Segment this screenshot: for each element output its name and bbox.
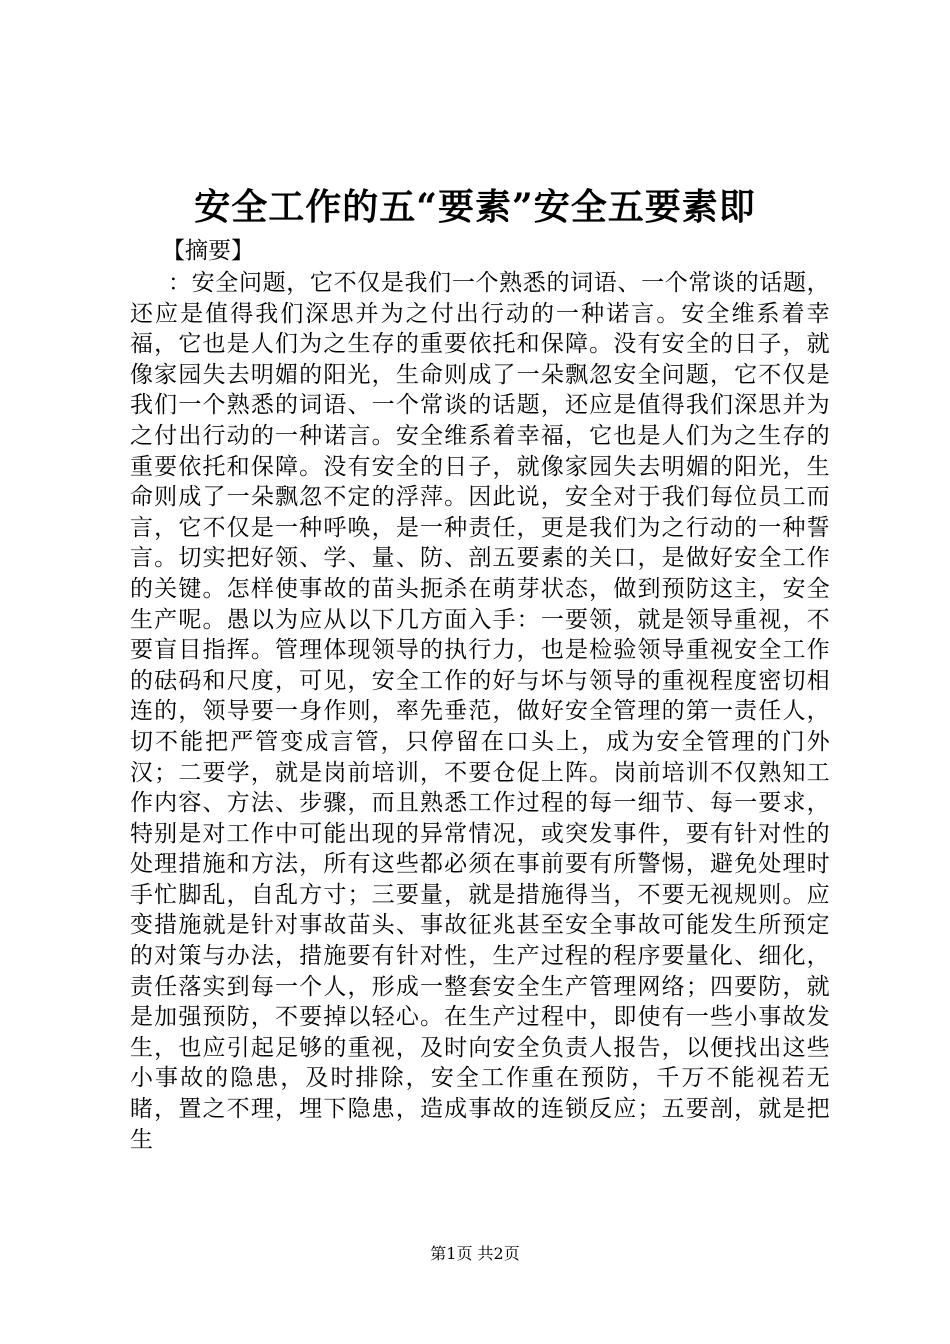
- page-footer: 第1页 共2页: [430, 1244, 520, 1263]
- body-paragraph: ：安全问题，它不仅是我们一个熟悉的词语、一个常谈的话题，还应是值得我们深思并为之付出行动的一种诺言。安全维系着幸福，它也是人们为之生存的重要依托和保障。没有安全的日子，就像家园失去明媚的阳光，生命则成了一朵飘忽安全问题，它不仅是我们一个熟悉的词语、一个常谈的话题，还应是值得我们深思并为之付出行动的一种诺言。安全维系着幸福，它也是人们为之生存的重要依托和保障。没有安全的日子，就像家园失去明媚的阳光，生命则成了一朵飘忽不定的浮萍。因此说，安全对于我们每位员工而言，它不仅是一种呼唤，是一种责任，更是我们为之行动的一种誓言。切实把好领、学、量、防、剖五要素的关口，是做好安全工作的关键。怎样使事故的苗头扼杀在萌芽状态，做到预防这主，安全生产呢。愚以为应从以下几方面入手：一要领，就是领导重视，不要盲目指挥。管理体现领导的执行力，也是检验领导重视安全工作的砝码和尺度，可见，安全工作的好与坏与领导的重视程度密切相连的，领导要一身作则，率先垂范，做好安全管理的第一责任人，切不能把严管变成言管，只停留在口头上，成为安全管理的门外汉；二要学，就是岗前培训，不要仓促上阵。岗前培训不仅熟知工作内容、方法、步骤，而且熟悉工作过程的每一细节、每一要求，特别是对工作中可能出现的异常情况，或突发事件，要有针对性的处理措施和方法，所有这些都必须在事前要有所警惕，避免处理时手忙脚乱，自乱方寸；三要量，就是措施得当，不要无视规则。应变措施就是针对事故苗头、事故征兆甚至安全事故可能发生所预定的对策与办法，措施要有针对性，生产过程的程序要量化、细化，责任落实到每一个人，形成一整套安全生产管理网络；四要防，就是加强预防，不要掉以轻心。在生产过程中，即使有一些小事故发生，也应引起足够的重视，及时向安全负责人报告，以便找出这些小事故的隐患，及时排除，安全工作重在预防，千万不能视若无睹，置之不理，埋下隐患，造成事故的连锁反应；五要剖，就是把生: [130, 270, 830, 1153]
- document-title: 安全工作的五“要素”安全五要素即: [194, 186, 756, 228]
- abstract-heading: 【摘要】: [162, 238, 254, 264]
